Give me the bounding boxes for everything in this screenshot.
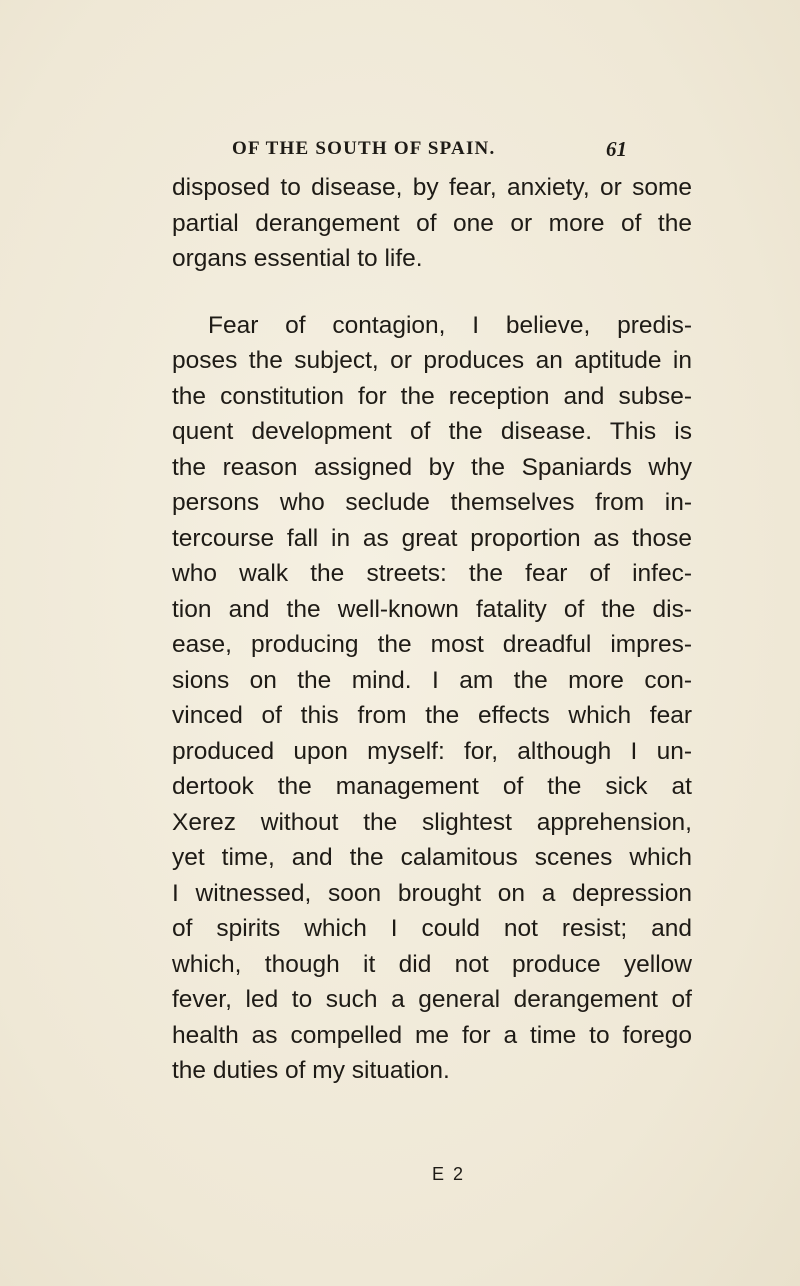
text-line: who walk the streets: the fear of infec- xyxy=(172,560,692,587)
text-line: tercourse fall in as great proportion as those xyxy=(172,524,692,552)
signature-mark: E 2 xyxy=(432,1164,466,1184)
page-number: 61 xyxy=(606,137,627,161)
text-line: health as compelled me for a time to forego xyxy=(172,1021,692,1049)
text-line: yet time, and the calamitous scenes which xyxy=(172,844,692,871)
text-line: which, though it did not produce yellow xyxy=(172,950,692,978)
text-line: of spirits which I could not resist; and xyxy=(172,915,692,942)
text-line: vinced of this from the effects which fear xyxy=(172,702,692,729)
text-line: the duties of my situation. xyxy=(172,1057,450,1084)
text-line: partial derangement of one or more of the xyxy=(172,209,692,237)
text-line: tion and the well-known fatality of the dis- xyxy=(172,595,692,623)
text-line: persons who seclude themselves from in- xyxy=(172,489,692,516)
text-line: the reason assigned by the Spaniards why xyxy=(172,453,692,481)
text-line: fever, led to such a general derangement of xyxy=(172,986,692,1013)
text-line: the constitution for the reception and subse- xyxy=(172,382,692,410)
text-line: produced upon myself: for, although I un- xyxy=(172,737,692,765)
text-line: disposed to disease, by fear, anxiety, or some xyxy=(172,174,692,201)
text-line: dertook the management of the sick at xyxy=(172,773,692,800)
paragraph-gap xyxy=(172,277,692,308)
page-header xyxy=(232,138,627,164)
running-head: OF THE SOUTH OF SPAIN. xyxy=(232,138,496,159)
text-line: I witnessed, soon brought on a depression xyxy=(172,879,692,907)
text-line: quent development of the disease. This is xyxy=(172,418,692,445)
text-line: Xerez without the slightest apprehension, xyxy=(172,808,692,836)
text-line: Fear of contagion, I believe, predis- xyxy=(208,311,692,339)
text-line: ease, producing the most dreadful impres- xyxy=(172,631,692,658)
text-line: organs essential to life. xyxy=(172,245,423,272)
text-line: poses the subject, or produces an aptitude in xyxy=(172,347,692,374)
text-line: sions on the mind. I am the more con- xyxy=(172,666,692,694)
body-text xyxy=(172,170,692,1089)
